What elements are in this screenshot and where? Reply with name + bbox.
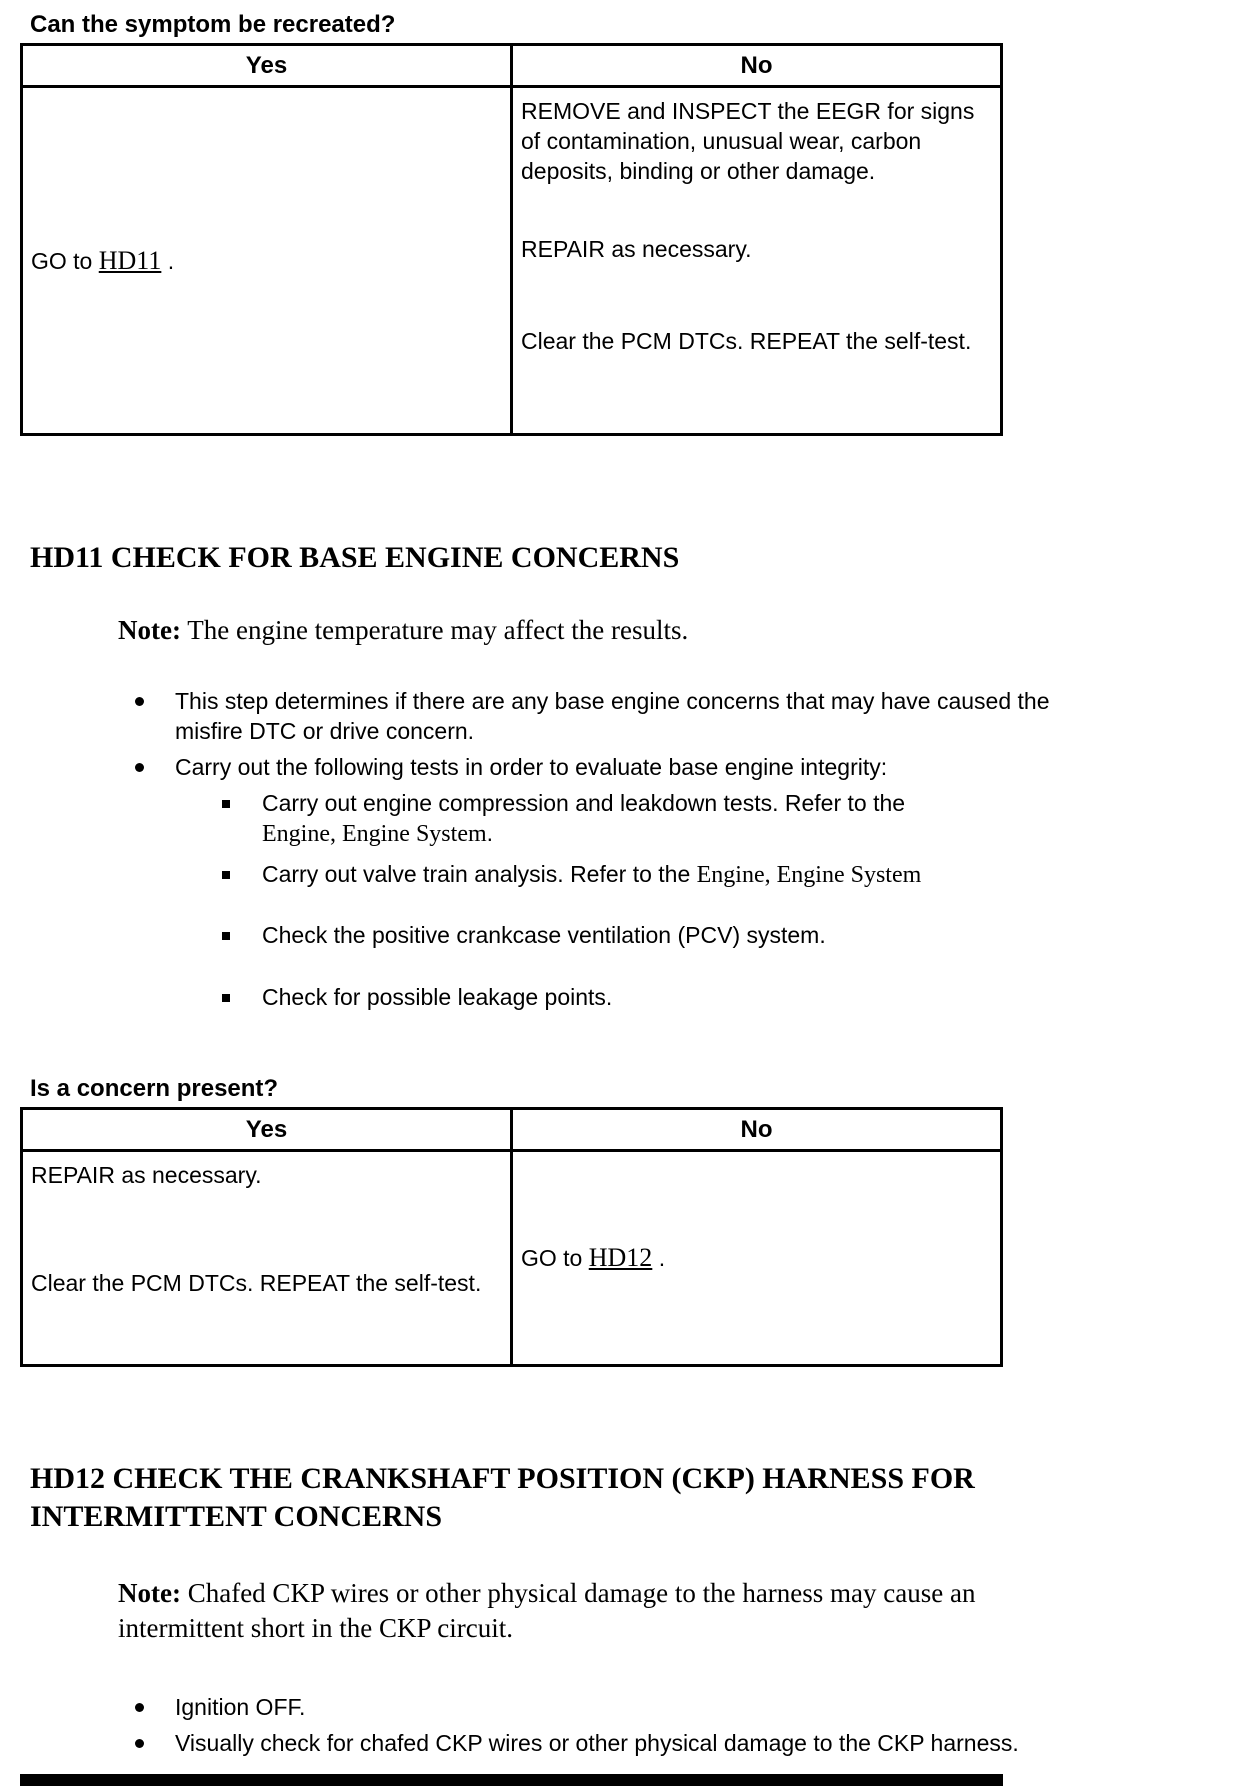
- square-bullet-icon: [222, 982, 262, 1012]
- cell-no-action: [512, 1151, 1002, 1366]
- sub-bullet-item: [222, 982, 1248, 1012]
- bullet-icon: [135, 1728, 175, 1758]
- sub-bullet-item: [222, 788, 1248, 849]
- bullet-icon: [135, 686, 175, 746]
- decision-table-header-row: [22, 45, 1002, 87]
- note-label: Note:: [118, 1578, 181, 1608]
- bullet-text: Ignition OFF.: [175, 1694, 306, 1720]
- square-bullet-icon: [222, 920, 262, 950]
- column-header-no: No: [512, 45, 1002, 87]
- bullet-item: [135, 1692, 1248, 1722]
- note-text: The engine temperature may affect the results.: [180, 615, 689, 645]
- yes-action-para-1: REPAIR as necessary.: [31, 1162, 262, 1188]
- go-to-suffix: .: [652, 1245, 666, 1271]
- hd12-bullet-list: [135, 1692, 1248, 1758]
- go-to-line: [521, 1243, 988, 1273]
- sub-bullet-item: [222, 920, 1248, 950]
- bullet-icon: [135, 1692, 175, 1722]
- bullet-item: [135, 686, 1248, 746]
- go-to-prefix: GO to: [31, 247, 99, 274]
- sub-bullet-text: Check for possible leakage points.: [262, 984, 613, 1010]
- link-hd12[interactable]: HD12: [588, 1243, 653, 1272]
- square-bullet-icon: [222, 859, 262, 890]
- link-engine-engine-system[interactable]: Engine, Engine System: [696, 862, 922, 888]
- cell-yes-action: [22, 1151, 512, 1366]
- sub-bullet-suffix: .: [486, 820, 494, 846]
- hd11-sub-bullet-list: [222, 788, 1248, 1012]
- column-header-no: No: [512, 1109, 1002, 1151]
- sub-bullet-text: [262, 859, 921, 890]
- sub-bullet-text: [262, 788, 1022, 849]
- yes-action-para-2: Clear the PCM DTCs. REPEAT the self-test.: [31, 1270, 482, 1296]
- go-to-prefix: GO to: [521, 1245, 589, 1271]
- next-table-top-border: [20, 1774, 1003, 1786]
- decision-table-body-row: [22, 87, 1002, 435]
- note-hd11: [118, 613, 1068, 648]
- decision-table-symptom: [20, 43, 1003, 436]
- decision-table-header-row: [22, 1109, 1002, 1151]
- decision-table-body-row: [22, 1151, 1002, 1366]
- column-header-yes: Yes: [22, 1109, 512, 1151]
- sub-bullet-item: [222, 859, 1248, 890]
- note-hd12: [118, 1576, 1068, 1646]
- question-can-symptom-be-recreated: Can the symptom be recreated?: [30, 11, 396, 38]
- hd11-bullet-list: [135, 686, 1248, 782]
- square-bullet-icon: [222, 788, 262, 849]
- link-engine-engine-system[interactable]: Engine, Engine System: [262, 821, 487, 847]
- go-to-suffix: .: [161, 247, 175, 274]
- note-text: Chafed CKP wires or other physical damage to the harness may cause an intermittent short in the CKP circuit.: [118, 1578, 976, 1643]
- bullet-text: Visually check for chafed CKP wires or other physical damage to the CKP harness.: [175, 1730, 1019, 1756]
- bullet-item: [135, 752, 1248, 782]
- no-action-para-1: REMOVE and INSPECT the EEGR for signs of contamination, unusual wear, carbon deposits, binding or other damage.: [521, 98, 975, 184]
- heading-hd12: HD12 CHECK THE CRANKSHAFT POSITION (CKP) HARNESS FOR INTERMITTENT CONCERNS: [30, 1462, 975, 1533]
- bullet-text: Carry out the following tests in order to evaluate base engine integrity:: [175, 754, 888, 780]
- note-label: Note:: [118, 615, 181, 645]
- heading-hd11: HD11 CHECK FOR BASE ENGINE CONCERNS: [30, 541, 680, 574]
- column-header-yes: Yes: [22, 45, 512, 87]
- no-action-para-3: Clear the PCM DTCs. REPEAT the self-test.: [521, 328, 972, 354]
- bullet-item: [135, 1728, 1248, 1758]
- cell-yes-action: [22, 87, 512, 435]
- question-is-concern-present: Is a concern present?: [30, 1075, 279, 1102]
- bullet-icon: [135, 752, 175, 782]
- go-to-line: [31, 246, 498, 276]
- sub-bullet-prefix: Carry out valve train analysis. Refer to the: [262, 861, 697, 887]
- no-action-para-2: REPAIR as necessary.: [521, 236, 752, 262]
- sub-bullet-prefix: Carry out engine compression and leakdown tests. Refer to the: [262, 790, 906, 816]
- sub-bullet-text: Check the positive crankcase ventilation (PCV) system.: [262, 922, 826, 948]
- link-hd11[interactable]: HD11: [98, 245, 162, 275]
- bullet-text: This step determines if there are any base engine concerns that may have caused the misfire DTC or drive concern.: [175, 688, 1050, 744]
- cell-no-action: [512, 87, 1002, 435]
- decision-table-concern: [20, 1107, 1003, 1367]
